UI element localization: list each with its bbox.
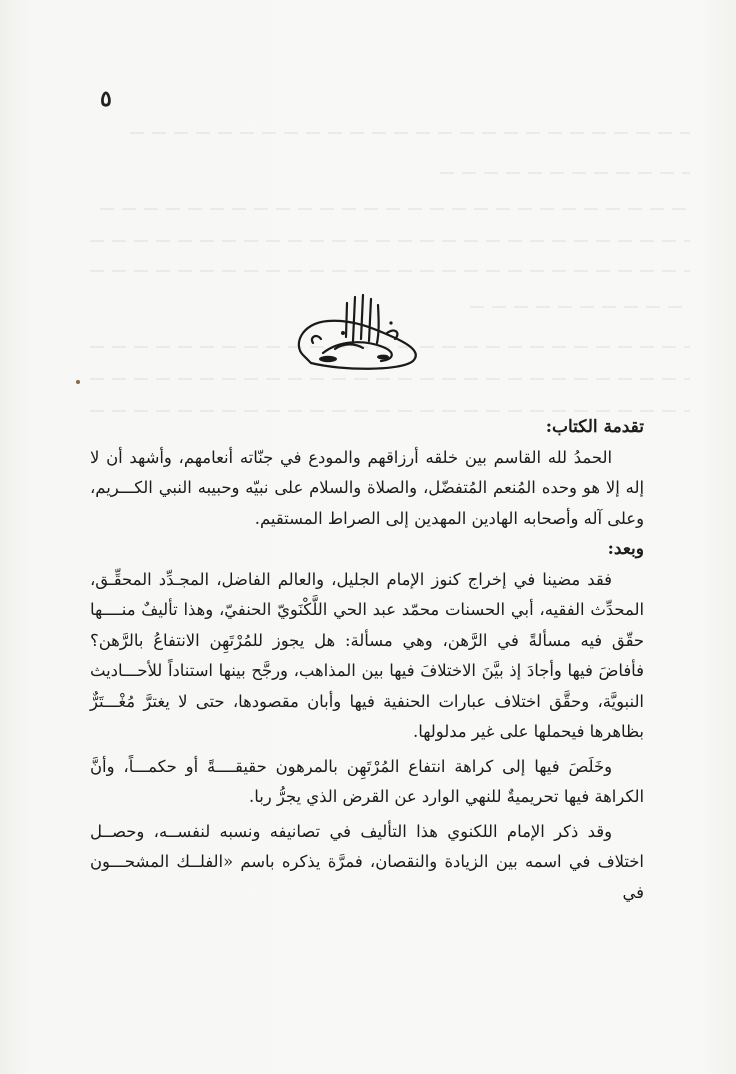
section-heading: وبعد: xyxy=(607,539,644,559)
paper-speck xyxy=(76,380,80,384)
section-heading: تقدمة الكتاب: xyxy=(545,417,644,437)
paragraph: فقد مضينا في إخراج كنوز الإمام الجليل، والعالم الفاضل، المجـدِّد المحقِّـق، المحدِّث الفقيه، أبي الحسنات محمّد عبد الحي اللَّكْنَويّ الحنفيّ، وهذا تأليفٌ منــــها حقّق فيه مسألةً في الرَّهن، وهي مسألة: هل يجوز للمُرْتَهِن الانتفاعُ بالرَّهن؟ فأفاضَ فيها وأجادَ إذ بيَّنَ الاختلافَ فيها بين المذاهب، ورجَّح بينها استناداً للأحـــاديث النبويَّة، وحقَّق اختلاف عبارات الحنفية فيها وأبان مقصودها، حتى لا يغترَّ مُغْـــتَرٌّ بظاهرها فيحملها على غير مدلولها. xyxy=(90,569,644,741)
body-text xyxy=(90,412,644,908)
paragraph: الحمدُ لله القاسم بين خلقه أرزاقهم والمودع في جنّاته أنعامهم، وأشهد أن لا إله إلا هو وحده المُنعم المُتفضّل، والصلاة والسلام على نبيّه وحبيبه النبي الكـــريم، وعلى آله وأصحابه الهادين المهدين إلى الصراط المستقيم. xyxy=(90,447,644,528)
paragraph: وخَلَصَ فيها إلى كراهة انتفاع المُرْتَهِن بالمرهون حقيقــــةً أو حكمـــاً، وأنَّ الكراهة فيها تحريميةٌ للنهي الوارد عن القرض الذي يجرُّ ربا. xyxy=(90,756,644,806)
paragraph: وقد ذكر الإمام اللكنوي هذا التأليف في تصانيفه ونسبه لنفســه، وحصــل اختلاف في اسمه بين الزيادة والنقصان، فمرَّة يذكره باسم «الفلــك المشحـــون في xyxy=(90,821,644,902)
basmala-calligraphy-icon xyxy=(283,293,433,373)
page-number: ٥ xyxy=(100,86,112,112)
